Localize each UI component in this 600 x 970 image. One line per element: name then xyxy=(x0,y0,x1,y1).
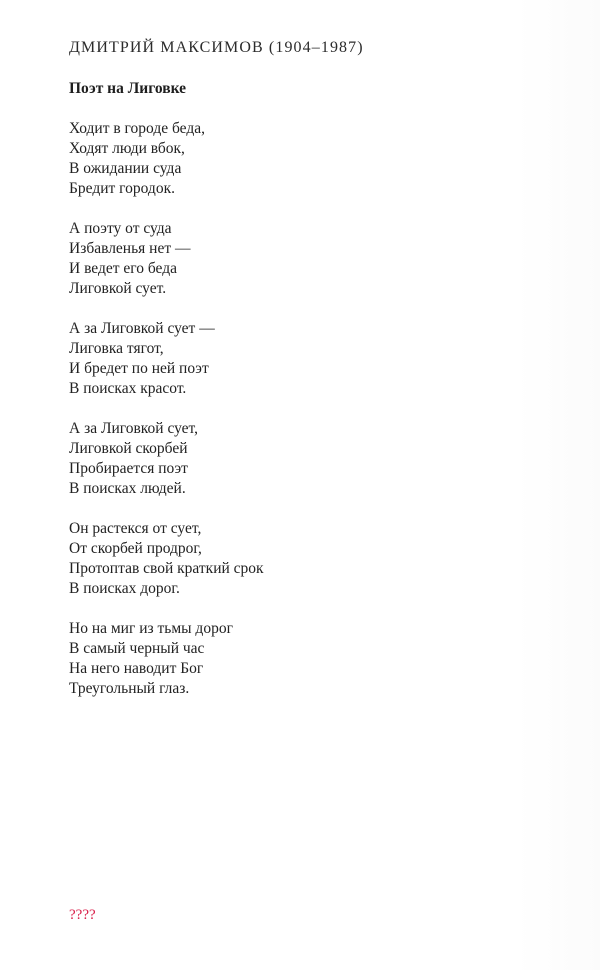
poem-line: Ходит в городе беда, xyxy=(69,120,205,137)
poem-line: В самый черный час xyxy=(69,640,205,657)
stanza xyxy=(69,619,529,699)
stanza xyxy=(69,419,529,499)
poem-line: В ожидании суда xyxy=(69,160,182,177)
stanza xyxy=(69,319,529,399)
poem-line: От скорбей продрог, xyxy=(69,540,202,557)
poem-line: Избавленья нет — xyxy=(69,240,191,257)
poem-line: Ходят люди вбок, xyxy=(69,140,185,157)
poem-title: Поэт на Лиговке xyxy=(69,80,187,97)
poem-line: Протоптав свой краткий срок xyxy=(69,560,264,577)
poem-line: Бредит городок. xyxy=(69,180,175,197)
poem-line: Но на миг из тьмы дорог xyxy=(69,620,233,637)
poem-line: Лиговкой сует. xyxy=(69,280,167,297)
poem-line: В поисках красот. xyxy=(69,380,187,397)
stanza xyxy=(69,519,529,599)
poem-line: И ведет его беда xyxy=(69,260,177,277)
poem-line: И бредет по ней поэт xyxy=(69,360,209,377)
author-heading: ДМИТРИЙ МАКСИМОВ (1904–1987) xyxy=(69,39,364,56)
page-number: ???? xyxy=(69,907,96,923)
poem-line: А за Лиговкой сует — xyxy=(69,320,215,337)
stanza xyxy=(69,119,529,199)
poem-line: Пробирается поэт xyxy=(69,460,188,477)
poem-line: А за Лиговкой сует, xyxy=(69,420,199,437)
poem-body xyxy=(69,119,529,719)
poem-line: В поисках людей. xyxy=(69,480,186,497)
stanza xyxy=(69,219,529,299)
poem-line: На него наводит Бог xyxy=(69,660,204,677)
poem-line: Он растекся от сует, xyxy=(69,520,202,537)
poem-line: А поэту от суда xyxy=(69,220,172,237)
poem-line: Лиговкой скорбей xyxy=(69,440,188,457)
poem-line: Лиговка тягот, xyxy=(69,340,164,357)
poem-line: В поисках дорог. xyxy=(69,580,180,597)
poem-line: Треугольный глаз. xyxy=(69,680,190,697)
